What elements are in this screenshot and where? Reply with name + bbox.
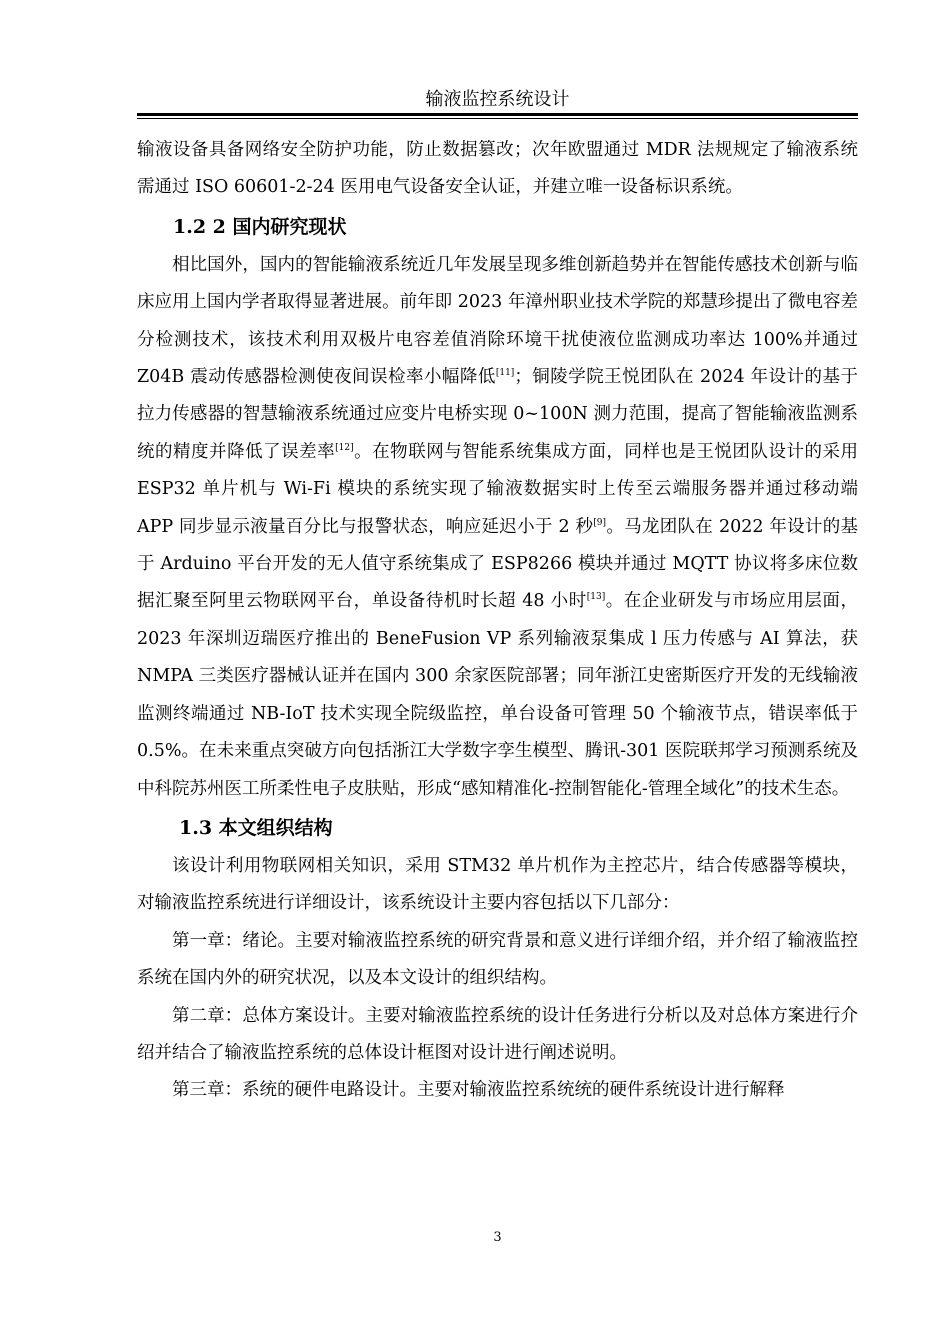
section-heading-1-3: 1.3 本文组织结构	[179, 816, 333, 839]
paragraph-design-overview: 该设计利用物联网相关知识，采用 STM32 单片机作为主控芯片，结合传感器等模块，对输液监控系统进行详细设计，该系统设计主要内容包括以下几部分：	[137, 855, 858, 914]
body-text	[137, 132, 858, 1110]
citation: [9]	[593, 517, 607, 528]
section-heading-1-2-2: 1.2 2 国内研究现状	[173, 215, 347, 238]
citation: [11]	[495, 368, 515, 379]
text-run: 。在企业研发与市场应用层面，2023 年深圳迈瑞医疗推出的 BeneFusion VP 系列输液泵集成 l 压力传感与 AI 算法，获 NMPA 三类医疗器械认证并在国内 300 余家医院部署；同年浙江史密斯医疗开发的无线输液监测终端通过 NB-IoT 技术实现全院级监控，单台设备可管理 50 个输液节点，错误率低于 0.5%。在未来重点突破方向包括浙江大学数字孪生模型、腾讯-301 医院联邦学习预测系统及中科院苏州医工所柔性电子皮肤贴，形成“感知精准化-控制智能化-管理全域化”的技术生态。	[137, 591, 858, 799]
text-run: 相比国外，国内的智能输液系统近几年发展呈现多维创新趋势并在智能传感技术创新与临床应用上国内学者取得显著进展。前年即 2023 年漳州职业技术学院的郑慧珍提出了微电容差分检测技术，该技术利用双极片电容差值消除环境干扰使液位监测成功率达 100%并通过 Z04B 震动传感器检测使夜间误检率小幅降低	[137, 254, 858, 388]
citation: [12]	[335, 442, 354, 453]
paragraph-chapter-2: 第二章：总体方案设计。主要对输液监控系统的设计任务进行分析以及对总体方案进行介绍并结合了输液监控系统的总体设计框图对设计进行阐述说明。	[137, 1005, 858, 1063]
running-header: 输液监控系统设计	[425, 89, 570, 110]
paragraph-chapter-3: 第三章：系统的硬件电路设计。主要对输液监控系统统的硬件系统设计进行解释	[172, 1080, 785, 1101]
text-run: 。在物联网与智能系统集成方面，同样也是王悦团队设计的采用 ESP32 单片机与 Wi-Fi 模块的系统实现了输液数据实时上传至云端服务器并通过移动端 APP 同步显示液量百分比与报警状态，响应延迟小于 2 秒	[137, 441, 859, 537]
citation: [13]	[586, 592, 606, 603]
text-run: 。马龙团队在 2022 年设计的基于 Arduino 平台开发的无人值守系统集成了 ESP8266 模块并通过 MQTT 协议将多床位数据汇聚至阿里云物联网平台，单设备待机时长超 48 小时	[137, 516, 858, 612]
header-rule-thick	[137, 113, 858, 116]
paragraph-chapter-1: 第一章：绪论。主要对输液监控系统的研究背景和意义进行详细介绍，并介绍了输液监控系统在国内外的研究状况，以及本文设计的组织结构。	[137, 930, 858, 989]
paragraph-continued: 输液设备具备网络安全防护功能，防止数据篡改；次年欧盟通过 MDR 法规规定了输液系统需通过 ISO 60601-2-24 医用电气设备安全认证，并建立唯一设备标识系统。	[137, 140, 858, 198]
page-number: 3	[493, 1230, 502, 1245]
text-run: ；铜陵学院王悦团队在 2024 年设计的基于拉力传感器的智慧输液系统通过应变片电桥实现 0~100N 测力范围，提高了智能输液监测系统的精度并降低了误差率	[137, 367, 858, 462]
paragraph-domestic-research	[137, 247, 858, 808]
header-rule-thin	[137, 118, 858, 119]
